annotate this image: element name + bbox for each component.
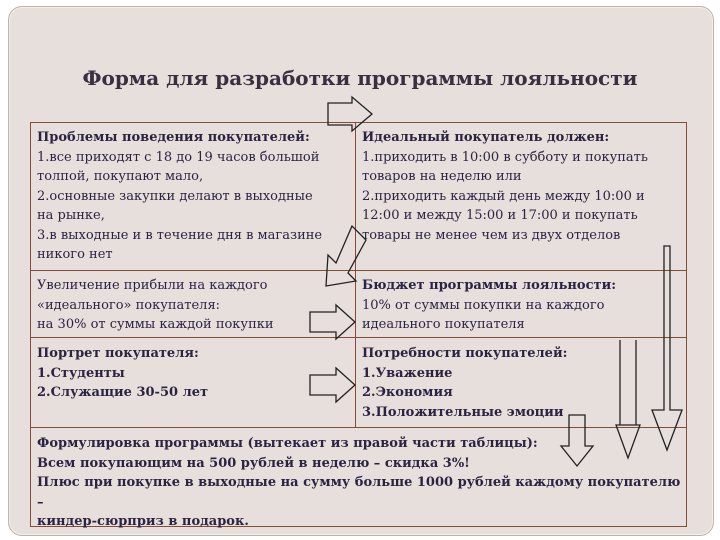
problems-text: 1.все приходят с 18 до 19 часов большой толпой, покупают мало, 2.основные закупки делают в выходные на рынке, 3.в выходные и в течение дня в магазине никого нет [37,149,323,262]
profit-cell [37,276,349,335]
ideal-customer-text: 1.приходить в 10:00 в субботу и покупать товаров на неделю или 2.приходить каждый день между 10:00 и 12:00 и между 15:00 и 17:00 и покупать товары не менее чем из двух отделов [362,149,648,243]
portrait-header: Портрет покупателя: [37,346,199,361]
needs-text: 1.Уважение 2.Экономия 3.Положительные эмоции [362,365,564,420]
portrait-cell [37,344,349,403]
budget-header: Бюджет программы лояльности: [362,278,617,293]
page-title: Форма для разработки программы лояльности [82,66,638,90]
row-divider-3 [30,427,686,428]
formulation-line-1: Формулировка программы (вытекает из правой части таблицы): [37,436,538,451]
formulation-line-3: Плюс при покупке в выходные на сумму больше 1000 рублей каждому покупателю – [37,475,681,510]
ideal-customer-header: Идеальный покупатель должен: [362,130,610,145]
row-divider-2 [30,337,686,338]
formulation-line-4: киндер-сюрприз в подарок. [37,514,249,529]
ideal-customer-cell [362,128,682,245]
column-divider [355,122,356,427]
profit-text: «идеального» покупателя: на 30% от суммы каждой покупки [37,297,274,332]
profit-header: Увеличение прибыли на каждого [37,278,268,293]
budget-text: 10% от суммы покупки на каждого идеального покупателя [362,297,605,332]
problems-cell [37,128,349,265]
needs-header: Потребности покупателей: [362,346,568,361]
needs-cell [362,344,682,422]
formulation-line-2: Всем покупающим на 500 рублей в неделю – скидка 3%! [37,455,470,471]
problems-header: Проблемы поведения покупателей: [37,130,310,145]
budget-cell [362,276,682,335]
formulation-cell [37,434,682,532]
portrait-text: 1.Студенты 2.Служащие 30-50 лет [37,365,209,400]
row-divider-1 [30,270,686,271]
